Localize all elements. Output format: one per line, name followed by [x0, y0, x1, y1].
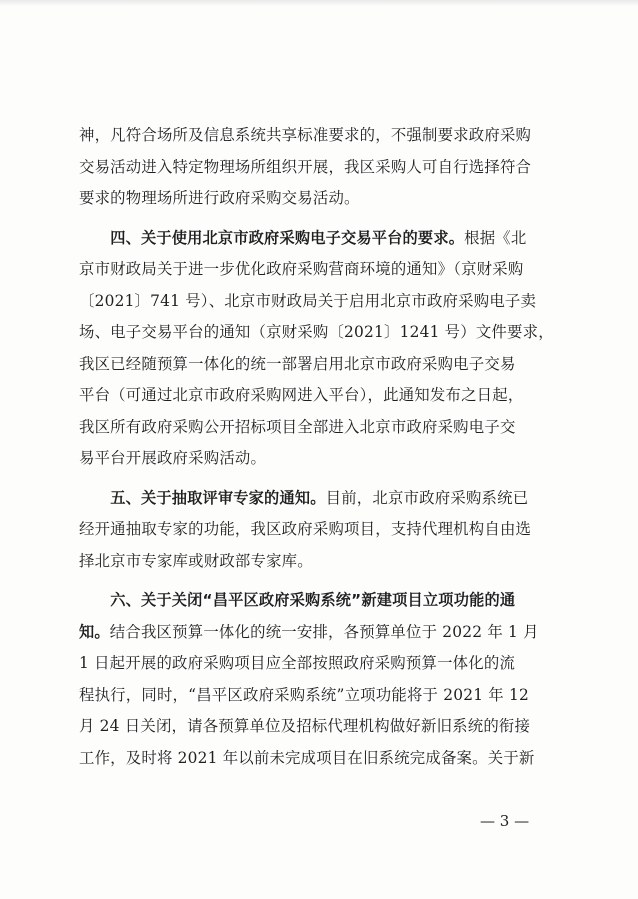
paragraph-section-4	[79, 223, 559, 475]
text-line: 1 日起开展的政府采购项目应全部按照政府采购预算一体化的流	[79, 654, 516, 672]
text-line: 知。结合我区预算一体化的统一安排，各预算单位于 2022 年 1 月	[79, 622, 539, 641]
text-line: 京市财政局关于进一步优化政府采购营商环境的通知》（京财采购	[79, 260, 524, 278]
scan-top-edge	[0, 0, 638, 6]
text-line: 五、关于抽取评审专家的通知。目前，北京市政府采购系统已	[110, 488, 529, 507]
text-line: 择北京市专家库或财政部专家库。	[79, 551, 313, 570]
text-line: 要求的物理场所进行政府采购交易活动。	[79, 189, 360, 207]
text-line: 交易活动进入特定物理场所组织开展，我区采购人可自行选择符合	[79, 157, 532, 176]
paragraph-section-5	[79, 483, 559, 578]
section-heading-end: 知。	[79, 622, 110, 641]
page-number: — 3 —	[480, 812, 530, 830]
text-line: 四、关于使用北京市政府采购电子交易平台的要求。根据《北	[110, 228, 527, 247]
text-line: 场、电子交易平台的通知（京财采购〔2021〕1241 号）文件要求，	[79, 323, 554, 341]
text-line: 我区所有政府采购公开招标项目全部进入北京市政府采购电子交	[79, 417, 516, 436]
document-body	[79, 120, 559, 774]
text-line: 工作，及时将 2021 年以前未完成项目在旧系统完成备案。关于新	[79, 748, 535, 767]
section-heading: 四、关于使用北京市政府采购电子交易平台的要求。	[110, 228, 465, 247]
section-heading: 五、关于抽取评审专家的通知。	[110, 488, 326, 507]
paragraph-section-6	[79, 585, 559, 774]
section-heading: 六、关于关闭“昌平区政府采购系统”新建项目立项功能的通	[110, 591, 516, 609]
text-line	[79, 585, 559, 617]
text-line: 易平台开展政府采购活动。	[79, 449, 267, 467]
text-line: 我区已经随预算一体化的统一部署启用北京市政府采购电子交易	[79, 354, 516, 373]
text-line: 程执行，同时，“昌平区政府采购系统”立项功能将于 2021 年 12	[79, 685, 529, 704]
text-line: 经开通抽取专家的功能，我区政府采购项目，支持代理机构自由选	[79, 520, 532, 538]
text-line: 〔2021〕741 号）、北京市财政局关于启用北京市政府采购电子卖	[79, 291, 537, 310]
text-line: 平台（可通过北京市政府采购网进入平台），此通知发布之日起，	[79, 386, 524, 404]
text-line: 神，凡符合场所及信息系统共享标准要求的，不强制要求政府采购	[79, 126, 532, 144]
text-line: 月 24 日关闭，请各预算单位及招标代理机构做好新旧系统的衔接	[79, 717, 531, 735]
paragraph-continuation	[79, 120, 559, 215]
